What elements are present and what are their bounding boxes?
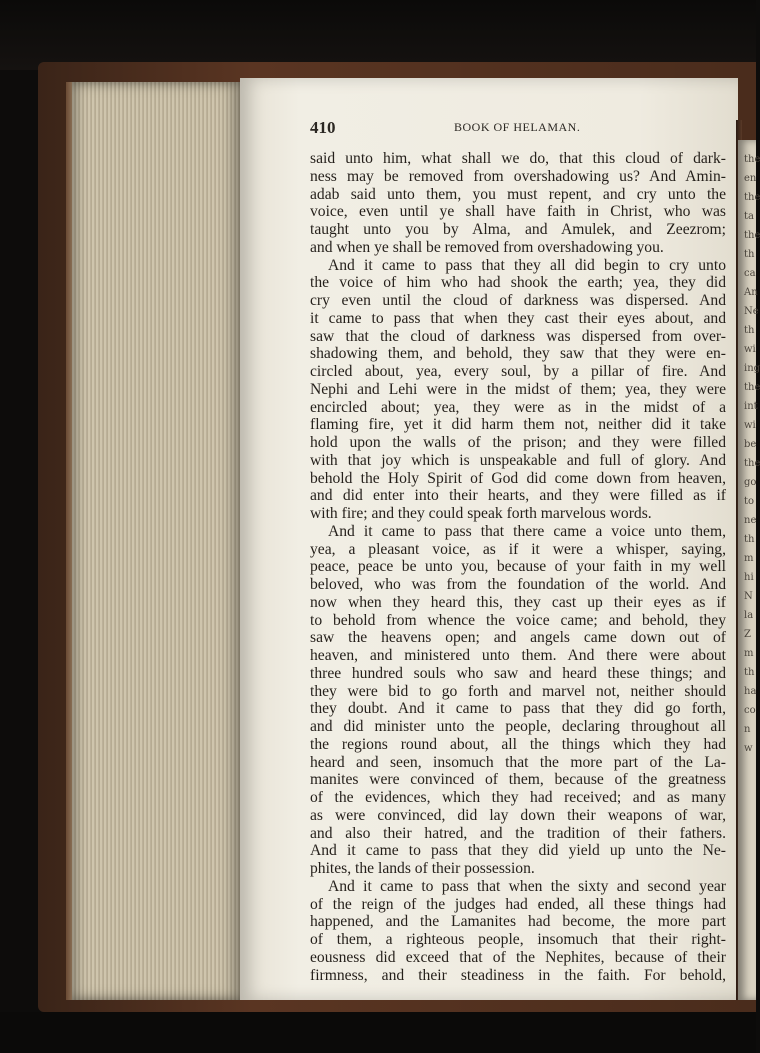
text-line: the voice of him who had shook the earth; yea, they did: [310, 274, 726, 292]
text-line: And it came to pass that there came a voice unto them,: [328, 522, 726, 540]
facing-page-fragment: ne: [744, 515, 757, 526]
text-line: and also their hatred, and the tradition of their fathers.: [310, 824, 726, 842]
facing-page-fragment: th: [744, 667, 755, 678]
facing-page-fragment: the: [744, 230, 760, 241]
facing-page-fragment: Z: [744, 629, 751, 640]
facing-page-fragment: m: [744, 648, 754, 659]
bottom-shadow: [0, 1012, 756, 1053]
stacked-pages: [72, 82, 242, 1000]
facing-page-fragment: the: [744, 192, 760, 203]
facing-page-fragment: wi: [744, 420, 756, 431]
text-line: shadowing them, and behold, they saw that they were en-: [310, 345, 726, 363]
facing-page-fragment: co: [744, 705, 756, 716]
facing-page-fragment: ha: [744, 686, 757, 697]
text-line: behold the Holy Spirit of God did come down from heaven,: [310, 469, 726, 487]
text-line: of them, a righteous people, insomuch that their right-: [310, 931, 726, 948]
facing-page-fragment: ing: [744, 363, 760, 374]
text-line: firmness, and their steadiness in the faith. For behold,: [310, 966, 726, 984]
text-line: And it came to pass that they did yield up unto the Ne-: [310, 842, 726, 860]
text-line: and when ye shall be removed from overshadowing you.: [310, 238, 664, 256]
text-line: and did enter into their hearts, and they were filled as if: [310, 487, 726, 505]
facing-page-fragment: m: [744, 553, 754, 564]
text-line: Nephi and Lehi were in the midst of them; yea, they were: [310, 380, 726, 398]
facing-page-fragment: n: [744, 724, 751, 735]
facing-page-fragment: w: [744, 743, 753, 754]
facing-page-sliver: [738, 140, 760, 1000]
text-line: beloved, who was from the foundation of the world. And: [310, 576, 726, 593]
facing-page-fragment: the: [744, 382, 760, 393]
text-line: it came to pass that when they cast their eyes about, and: [310, 309, 726, 327]
text-line: saw that the cloud of darkness was dispersed from over-: [310, 327, 726, 345]
facing-page-fragment: be: [744, 439, 757, 450]
facing-page-fragment: int: [744, 401, 758, 412]
text-line: happened, and the Lamanites had become, the more part: [310, 913, 726, 931]
facing-page-fragment: ca: [744, 268, 756, 279]
facing-page-fragment: th: [744, 249, 755, 260]
facing-page-fragment: the: [744, 458, 760, 469]
running-head: BOOK OF HELAMAN.: [454, 120, 581, 134]
text-line: as were convinced, did lay down their weapons of war,: [310, 806, 726, 824]
facing-page-fragment: go: [744, 477, 757, 488]
text-line: they doubt. And it came to pass that they did go forth,: [310, 700, 726, 718]
dark-background: [0, 0, 756, 70]
text-line: saw the heavens open; and angels came down out of: [310, 629, 726, 647]
text-line: of the evidences, which they had received; and as many: [310, 789, 726, 806]
facing-page-fragment: to: [744, 496, 755, 507]
facing-page-fragment: hi: [744, 572, 754, 583]
facing-page-fragment: th: [744, 325, 755, 336]
text-line: and did minister unto the people, declaring throughout all: [310, 718, 726, 735]
facing-page-fragment: en: [744, 173, 757, 184]
text-line: voice, even until ye shall have faith in Christ, who was: [310, 203, 726, 221]
body-text: [310, 150, 726, 984]
facing-page-fragment: wi: [744, 344, 756, 355]
text-line: of the reign of the judges had ended, all these things had: [310, 895, 726, 913]
text-line: heard and seen, insomuch that the more part of the La-: [310, 753, 726, 771]
text-line: yea, a pleasant voice, as if it were a whisper, saying,: [310, 540, 726, 558]
text-line: peace, peace be unto you, because of your faith in my well: [310, 558, 726, 576]
facing-page-fragment: th: [744, 534, 755, 545]
text-line: with fire; and they could speak forth marvelous words.: [310, 505, 652, 522]
page-number: 410: [310, 118, 336, 137]
text-line: to behold from whence the voice came; and behold, they: [310, 611, 726, 629]
text-line: heaven, and ministered unto them. And there were about: [310, 647, 726, 664]
text-line: now when they heard this, they cast up their eyes as if: [310, 593, 726, 611]
text-line: eousness did exceed that of the Nephites, because of their: [310, 948, 726, 966]
text-line: flaming fire, yet it did harm them not, neither did it take: [310, 416, 726, 434]
facing-page-fragment: An: [744, 287, 758, 298]
text-line: taught unto you by Alma, and Amulek, and Zeezrom;: [310, 221, 726, 238]
text-line: encircled about; yea, they were as in the midst of a: [310, 398, 726, 416]
text-line: three hundred souls who saw and heard these things; and: [310, 664, 726, 682]
text-line: circled about, yea, every soul, by a pillar of fire. And: [310, 363, 726, 380]
facing-page-fragments: [744, 150, 760, 758]
text-line: cry even until the cloud of darkness was dispersed. And: [310, 292, 726, 309]
text-line: And it came to pass that they all did begin to cry unto: [328, 256, 726, 274]
text-line: And it came to pass that when the sixty and second year: [328, 877, 726, 895]
facing-page-fragment: ta: [744, 211, 754, 222]
text-line: they were bid to go forth and marvel not, neither should: [310, 682, 726, 700]
text-line: phites, the lands of their possession.: [310, 860, 535, 877]
text-line: manites were convinced of them, because of the greatness: [310, 771, 726, 789]
facing-page-fragment: the: [744, 154, 760, 165]
text-line: adab said unto them, you must repent, and cry unto the: [310, 185, 726, 203]
page-header: [310, 118, 730, 136]
text-line: the regions round about, all the things which they had: [310, 735, 726, 753]
text-line: hold upon the walls of the prison; and they were filled: [310, 434, 726, 451]
text-line: said unto him, what shall we do, that this cloud of dark-: [310, 150, 726, 167]
facing-page-fragment: N: [744, 591, 753, 602]
text-line: ness may be removed from overshadowing us? And Amin-: [310, 167, 726, 185]
text-line: with that joy which is unspeakable and full of glory. And: [310, 451, 726, 469]
facing-page-fragment: Ne: [744, 306, 759, 317]
facing-page-fragment: la: [744, 610, 754, 621]
